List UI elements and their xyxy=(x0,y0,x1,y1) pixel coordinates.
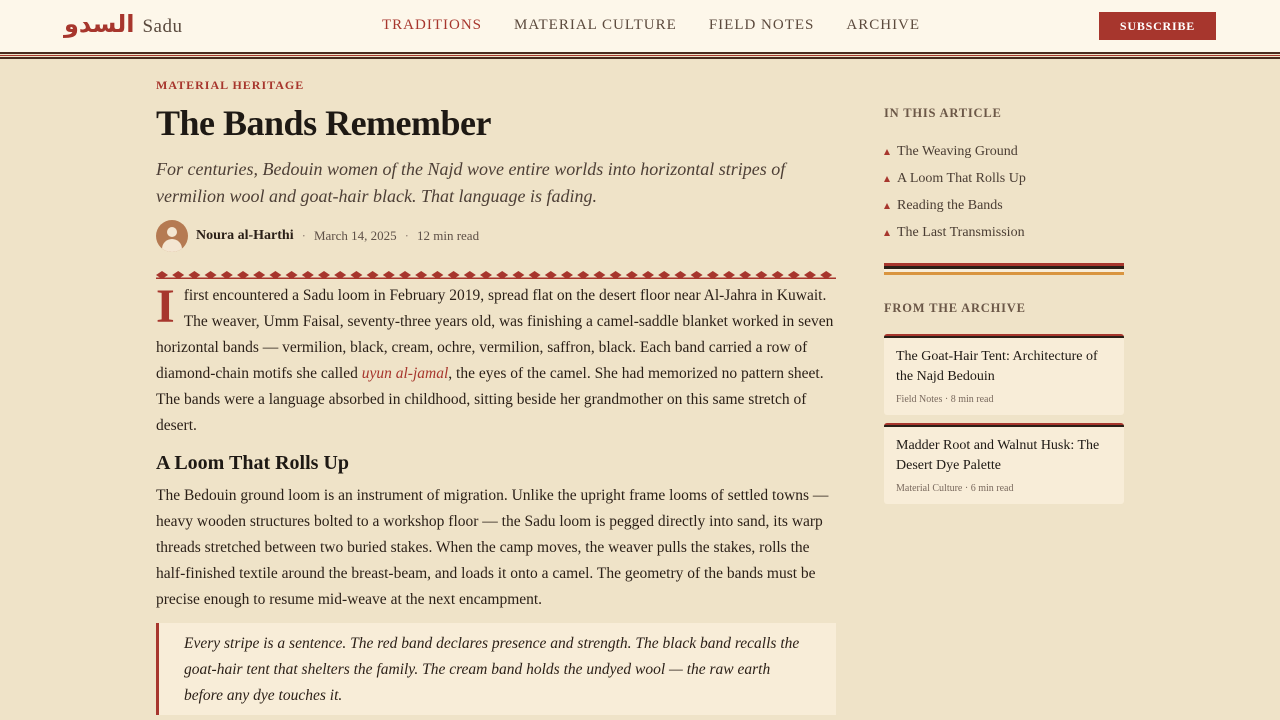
person-icon[interactable] xyxy=(156,220,188,252)
term-link[interactable]: uyun al-jamal xyxy=(361,365,449,383)
main-nav xyxy=(382,17,920,34)
toc-item-label: The Weaving Ground xyxy=(897,143,1018,159)
paragraph-text: first encountered a Sadu loom in February 2019, spread flat on the desert floor near Al-Jahra in Kuwait. The weaver, Umm Faisal, seventy-three years old, was finishing a camel-saddle blanket worked in seven horizontal bands — vermilion, black, cream, ochre, vermilion, saffron, black. Each band carried a row of diamond-chain motifs she called xyxy=(156,287,834,383)
table-of-contents xyxy=(884,138,1124,246)
logo-text: Sadu xyxy=(142,16,183,37)
toc-item[interactable] xyxy=(884,219,1124,246)
author-name[interactable]: Noura al-Harthi xyxy=(196,228,294,244)
diamond-chain-divider xyxy=(156,266,836,274)
paragraph-text: , the eyes of the camel. She had memorized no pattern sheet. The bands were a language absorbed in childhood, sitting beside her grandmother on this same stretch of desert. xyxy=(156,365,824,435)
toc-item[interactable] xyxy=(884,165,1124,192)
read-time: 12 min read xyxy=(416,228,480,244)
nav-material-culture[interactable]: MATERIAL CULTURE xyxy=(514,17,677,33)
nav-traditions[interactable]: TRADITIONS xyxy=(382,17,482,33)
article-dek: For centuries, Bedouin women of the Najd wove entire worlds into horizontal stripes of vermilion wool and goat-hair black. That language is fading. xyxy=(156,159,786,207)
card-meta: Material Culture · 6 min read xyxy=(896,483,1014,494)
archive-card[interactable] xyxy=(884,334,1124,415)
separator-dot: · xyxy=(404,228,409,244)
nav-archive[interactable]: ARCHIVE xyxy=(846,17,921,33)
article-title: The Bands Remember xyxy=(156,103,491,143)
triangle-icon xyxy=(884,149,890,155)
byline xyxy=(156,220,836,252)
triangle-icon xyxy=(884,230,890,236)
toc-item-label: The Last Transmission xyxy=(897,224,1025,240)
triangle-icon xyxy=(884,176,890,182)
article-paragraph xyxy=(156,280,836,439)
separator-dot: · xyxy=(301,228,306,244)
card-title: Madder Root and Walnut Husk: The Desert Dye Palette xyxy=(896,438,1100,473)
section-heading: A Loom That Rolls Up xyxy=(156,452,350,475)
archive-heading: FROM THE ARCHIVE xyxy=(884,301,1026,315)
woven-stripe-divider xyxy=(884,263,1124,275)
site-header xyxy=(0,0,1280,52)
toc-item-label: Reading the Bands xyxy=(897,197,1003,213)
pull-quote: Every stripe is a sentence. The red band declares presence and strength. The black band recalls the goat-hair tent that shelters the family. The cream band holds the undyed wool — the raw earth before any dye touches it. xyxy=(156,623,836,715)
card-meta: Field Notes · 8 min read xyxy=(896,394,994,405)
subscribe-button[interactable]: SUBSCRIBE xyxy=(1099,12,1216,40)
toc-item-label: A Loom That Rolls Up xyxy=(897,170,1026,186)
sidebar xyxy=(884,106,1124,504)
archive-card[interactable] xyxy=(884,423,1124,504)
header-divider xyxy=(0,52,1280,59)
toc-item[interactable] xyxy=(884,138,1124,165)
diamond-baseline xyxy=(156,278,836,280)
card-title: The Goat-Hair Tent: Architecture of the Najd Bedouin xyxy=(896,349,1098,384)
triangle-icon xyxy=(884,203,890,209)
nav-field-notes[interactable]: FIELD NOTES xyxy=(708,17,815,33)
diamond-chain-icon xyxy=(156,271,836,279)
article xyxy=(156,78,836,715)
site-logo[interactable] xyxy=(64,10,182,38)
article-kicker[interactable]: MATERIAL HERITAGE xyxy=(156,78,305,92)
article-paragraph: The Bedouin ground loom is an instrument of migration. Unlike the upright frame looms of settled towns — heavy wooden structures bolted to a workshop floor — the Sadu loom is pegged directly into sand, its warp threads stretched between two buried stakes. When the camp moves, the weaver pulls the stakes, rolls the half-finished textile around the breast-beam, and loads it onto a camel. The geometry of the bands must be precise enough to resume mid-weave at the next encampment. xyxy=(156,487,829,609)
logo-arabic: السدو xyxy=(64,10,135,38)
toc-heading: IN THIS ARTICLE xyxy=(884,106,1002,120)
toc-item[interactable] xyxy=(884,192,1124,219)
drop-cap: I xyxy=(156,280,175,334)
publish-date: March 14, 2025 xyxy=(313,228,397,244)
